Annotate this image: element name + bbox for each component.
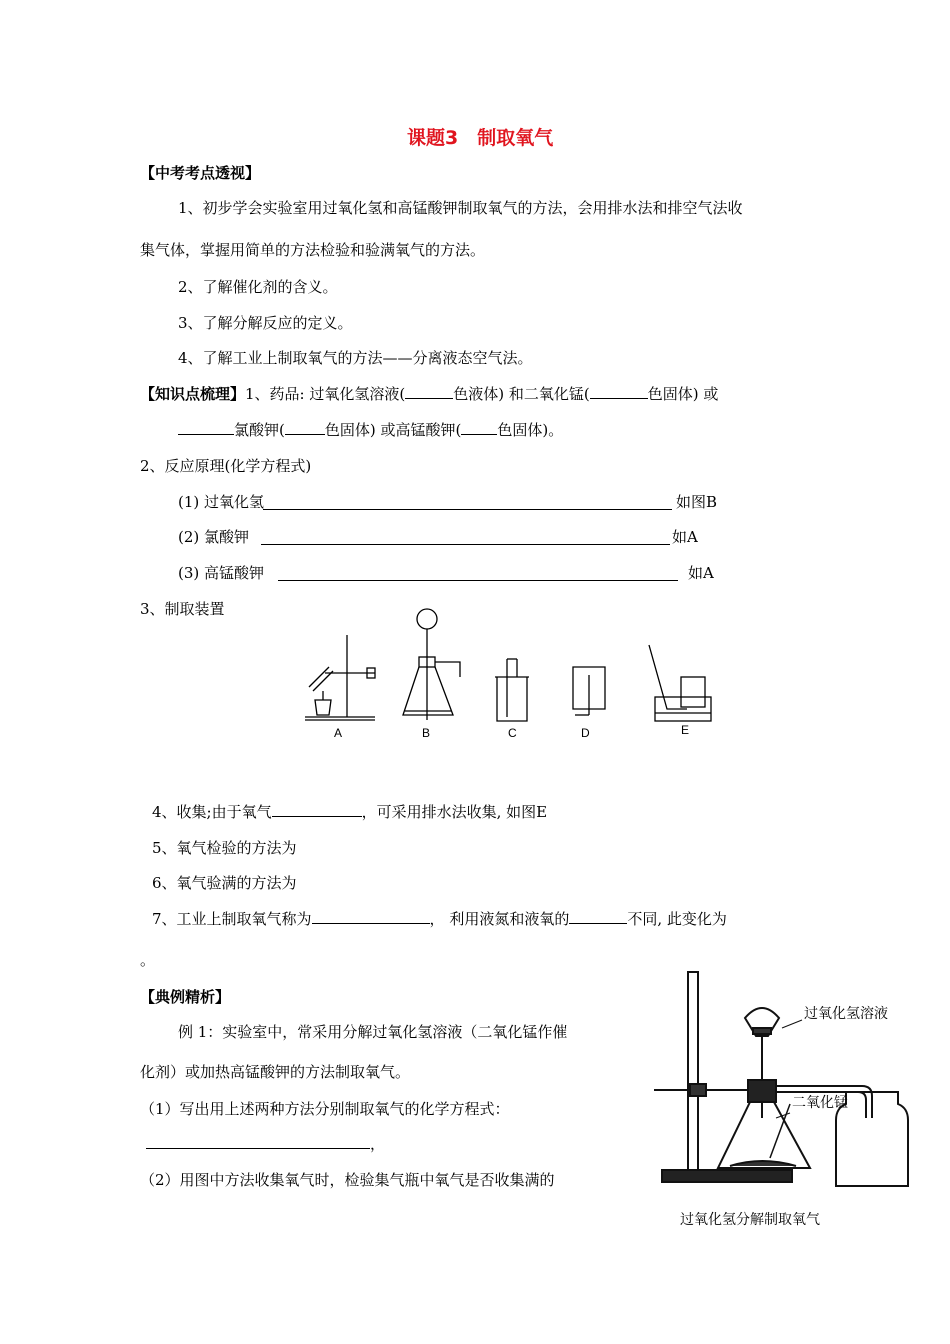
blank-kmno4-color[interactable] <box>461 420 497 435</box>
full-line: 6、氧气验满的方法为 <box>152 874 297 892</box>
apparatus-label-a: A <box>334 726 343 740</box>
page-title: 课题3 制取氧气 <box>407 127 554 149</box>
apparatus-figure <box>295 605 735 740</box>
blank-mno2-color[interactable] <box>590 384 648 399</box>
drug-text-b: 色液体) 和二氧化锰( <box>453 385 590 403</box>
apparatus-label-b: B <box>422 726 431 740</box>
reaction-3-blank[interactable] <box>278 566 678 581</box>
section-header-example: 【典例精析】 <box>140 988 231 1006</box>
reaction-1-label: (1) 过氧化氢 <box>178 493 265 511</box>
blank-industry-property[interactable] <box>569 909 627 924</box>
apparatus-b <box>403 609 460 720</box>
h2o2-apparatus-figure <box>650 968 920 1200</box>
reaction-1-blank[interactable] <box>263 495 672 510</box>
collect-line <box>152 802 547 822</box>
apparatus-d <box>573 667 605 715</box>
drug-text-f: 色固体)。 <box>497 421 564 439</box>
reaction-2-blank[interactable] <box>261 530 670 545</box>
collect-text-b: ，可采用排水法收集, 如图E <box>361 803 548 821</box>
question-2: （2）用图中方法收集氧气时，检验集气瓶中氧气是否收集满的 <box>140 1171 555 1189</box>
principle-heading: 2、反应原理(化学方程式) <box>140 457 312 475</box>
blank-kclo3-prefix[interactable] <box>178 420 234 435</box>
blank-equations[interactable] <box>146 1134 370 1149</box>
question-1-comma: ， <box>370 1135 386 1153</box>
blank-h2o2-color[interactable] <box>405 384 453 399</box>
reaction-2-label: (2) 氯酸钾 <box>178 528 250 546</box>
drug-text-a: 1、药品: 过氧化氢溶液( <box>245 385 406 403</box>
objective-4: 4、了解工业上制取氧气的方法——分离液态空气法。 <box>178 349 533 367</box>
reaction-3-ref: 如A <box>688 564 714 582</box>
apparatus-label-c: C <box>508 726 517 740</box>
reaction-1-ref: 如图B <box>676 493 718 511</box>
industry-line <box>152 909 727 929</box>
drug-text-e: 色固体) 或高锰酸钾( <box>324 421 462 439</box>
drug-line-1 <box>140 384 718 404</box>
drug-line-2 <box>178 420 563 440</box>
apparatus-label-d: D <box>581 726 590 740</box>
section-header-knowledge: 【知识点梳理】 <box>140 385 246 403</box>
blank-kclo3-color[interactable] <box>285 420 325 435</box>
question-1-answer <box>146 1134 385 1154</box>
industry-text-c: 不同, 此变化为 <box>627 910 727 928</box>
apparatus-e <box>649 645 711 721</box>
example-1b: 化剂）或加热高锰酸钾的方法制取氧气。 <box>140 1063 411 1081</box>
section-header-exam: 【中考考点透视】 <box>140 164 261 182</box>
example-1a: 例 1：实验室中，常采用分解过氧化氢溶液（二氧化锰作催 <box>178 1023 568 1041</box>
objective-1b: 集气体，掌握用简单的方法检验和验满氧气的方法。 <box>140 241 486 259</box>
figure-label-mno2: 二氧化锰 <box>792 1095 848 1111</box>
blank-industry-method[interactable] <box>312 909 430 924</box>
collect-text-a: 4、收集;由于氧气 <box>152 803 272 821</box>
drug-text-d: 氯酸钾( <box>234 421 285 439</box>
industry-end: 。 <box>140 951 156 969</box>
figure-caption: 过氧化氢分解制取氧气 <box>680 1212 820 1228</box>
objective-1a: 1、初步学会实验室用过氧化氢和高锰酸钾制取氧气的方法，会用排水法和排空气法收 <box>178 199 743 217</box>
apparatus-c <box>495 659 529 721</box>
reaction-3-label: (3) 高锰酸钾 <box>178 564 265 582</box>
apparatus-a <box>305 635 375 720</box>
drug-text-c: 色固体) 或 <box>647 385 719 403</box>
reaction-2-ref: 如A <box>672 528 698 546</box>
apparatus-label-e: E <box>681 723 690 737</box>
apparatus-heading: 3、制取装置 <box>140 600 225 618</box>
objective-2: 2、了解催化剂的含义。 <box>178 278 338 296</box>
question-1: （1）写出用上述两种方法分别制取氧气的化学方程式： <box>140 1100 510 1118</box>
iron-stand <box>654 972 792 1182</box>
blank-collect[interactable] <box>272 802 362 817</box>
industry-text-b: ， 利用液氮和液氧的 <box>429 910 570 928</box>
test-line: 5、氧气检验的方法为 <box>152 839 297 857</box>
figure-label-h2o2: 过氧化氢溶液 <box>804 1006 888 1022</box>
objective-3: 3、了解分解反应的定义。 <box>178 314 353 332</box>
industry-text-a: 7、工业上制取氧气称为 <box>152 910 312 928</box>
